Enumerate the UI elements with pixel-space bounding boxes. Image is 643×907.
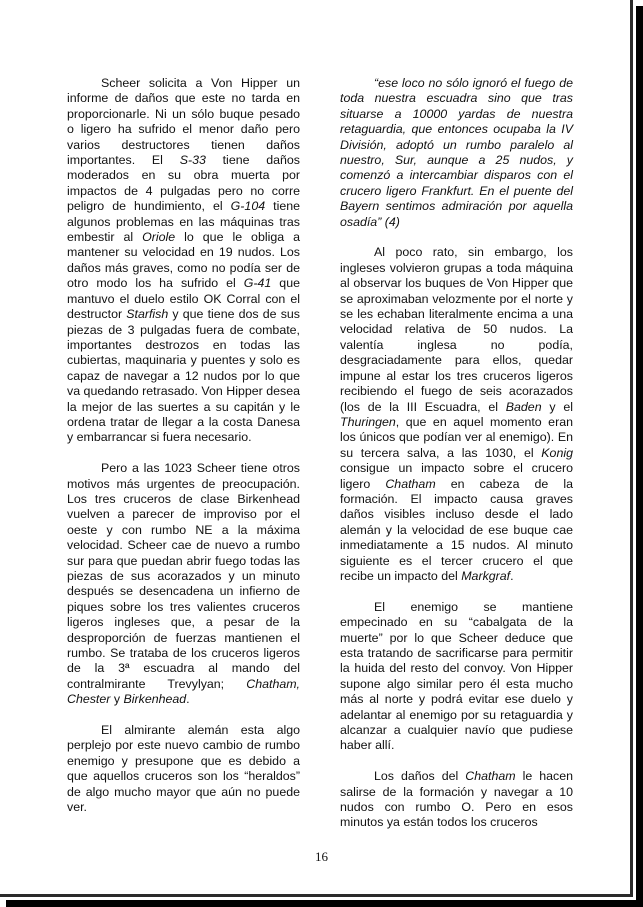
paragraph-english-retreat: Al poco rato, sin embargo, los ingleses volvieron grupas a toda máquina al observar los buques de Von Hipper que se aproximaban velozmente por el norte y se les echaban literalmente encima a una velocidad relativa de 50 nudos. La valentía inglesa no podía, desgraciadamente para ellos, quedar impune al estar los tres cruceros ligeros recibiendo el fuego de seis acorazados (los de la III Escuadra, el Baden y el Thuringen, que en aquel momento eran los únicos que podían ver al enemigo). En su tercera salva, a las 1030, el Konig consigue un impacto sobre el crucero ligero Chatham en cabeza de la formación. El impacto causa graves daños visibles incluso desde el lado alemán y la velocidad de ese buque cae inmediatamente a 15 nudos. Al minuto siguiente es el tercer crucero el que recibe un impacto del Markgraf. [340,245,573,583]
page-number: 16 [315,849,328,864]
page-shadow-right [636,6,643,907]
ship-name: Chatham [465,769,516,784]
ship-name: Chatham, Chester [67,676,300,707]
paragraph-chatham-damage: Los daños del Chatham le hacen salirse de la formación y navegar a 10 nudos con rumbo O. Pero en esos minutos ya están todos los cruceros [340,769,573,830]
paragraph-admiral-perplexed: El almirante alemán esta algo perplejo por este nuevo cambio de rumbo enemigo y presupone que es debido a que aquellos cruceros son los “heraldos” de algo mucho mayor que aún no puede ver. [67,723,300,815]
ship-name: Markgraf [461,568,511,583]
right-column [340,76,573,846]
left-column [67,76,300,831]
paragraph-cruisers-attack: Pero a las 1023 Scheer tiene otros motivos más urgentes de preocupación. Los tres cruceros de clase Birkenhead vuelven a parecer de improviso por el oeste y con rumbo NE a la máxima velocidad. Scheer cae de nuevo a rumbo sur para que puedan abrir fuego todas las piezas de sus acorazados y un minuto después se desencadena un infierno de piques sobre los tres valientes cruceros ligeros ingleses que, a pesar de la desproporción de fuerzas mantienen el rumbo. Se trataba de los cruceros ligeros de la 3ª escuadra al mando del contralmirante Trevylyan; Chatham, Chester y Birkenhead. [67,461,300,707]
ship-name: Birkenhead [123,692,187,707]
ship-name: Oriole [142,230,176,245]
ship-name: Thuringen [340,414,396,429]
ship-name: Chatham [385,476,436,491]
paragraph-death-ride: El enemigo se mantiene empecinado en su “cabalgata de la muerte” por lo que Scheer deduce que esta tratando de sacrificarse para permitir la huida del resto del convoy. Von Hipper supone algo similar pero él esta mucho más al norte y podrá evitar ese duelo y adelantar al enemigo por su retaguardia y alcanzar a cualquier navío que pudiese haber allí. [340,599,573,753]
ship-name: G-41 [243,276,272,291]
page-shadow-bottom [6,900,643,907]
ship-name: Konig [541,445,573,460]
ship-name: G-104 [230,199,266,214]
paragraph-quote: “ese loco no sólo ignoró el fuego de toda nuestra escuadra sino que tras situarse a 10000 yardas de nuestra retaguardia, que entonces ocupaba la IV División, adoptó un rumbo paralelo al nuestro, Sur, aunque a 25 nudos, y comenzó a intercambiar disparos con el crucero ligero Frankfurt. En el puente del Bayern sentimos admiración por aquella osadía” (4) [340,76,573,229]
paragraph-damage-report: Scheer solicita a Von Hipper un informe de daños que este no tarda en proporcionarle. Ni un sólo buque pesado o ligero ha sufrido el menor daño pero varios destructores tienen daños importantes. El S-33 tiene daños moderados en su obra muerta por impactos de 4 pulgadas pero no corre peligro de hundimiento, el G-104 tiene algunos problemas en las máquinas tras embestir al Oriole lo que le obliga a mantener su velocidad en 19 nudos. Los daños más graves, como no podía ser de otro modo los ha sufrido el G-41 que mantuvo el duelo estilo OK Corral con el destructor Starfish y que tiene dos de sus piezas de 3 pulgadas fuera de combate, importantes destrozos en todas las cubiertas, maquinaria y puentes y solo es capaz de navegar a 12 nudos por lo que va quedando retrasado. Von Hipper desea la mejor de las suertes a su capitán y le ordena tratar de llegar a la costa Danesa y embarrancar si fuera necesario. [67,76,301,445]
ship-name: Starfish [126,307,169,322]
ship-name: Baden [505,399,542,414]
ship-name: S-33 [179,153,206,168]
